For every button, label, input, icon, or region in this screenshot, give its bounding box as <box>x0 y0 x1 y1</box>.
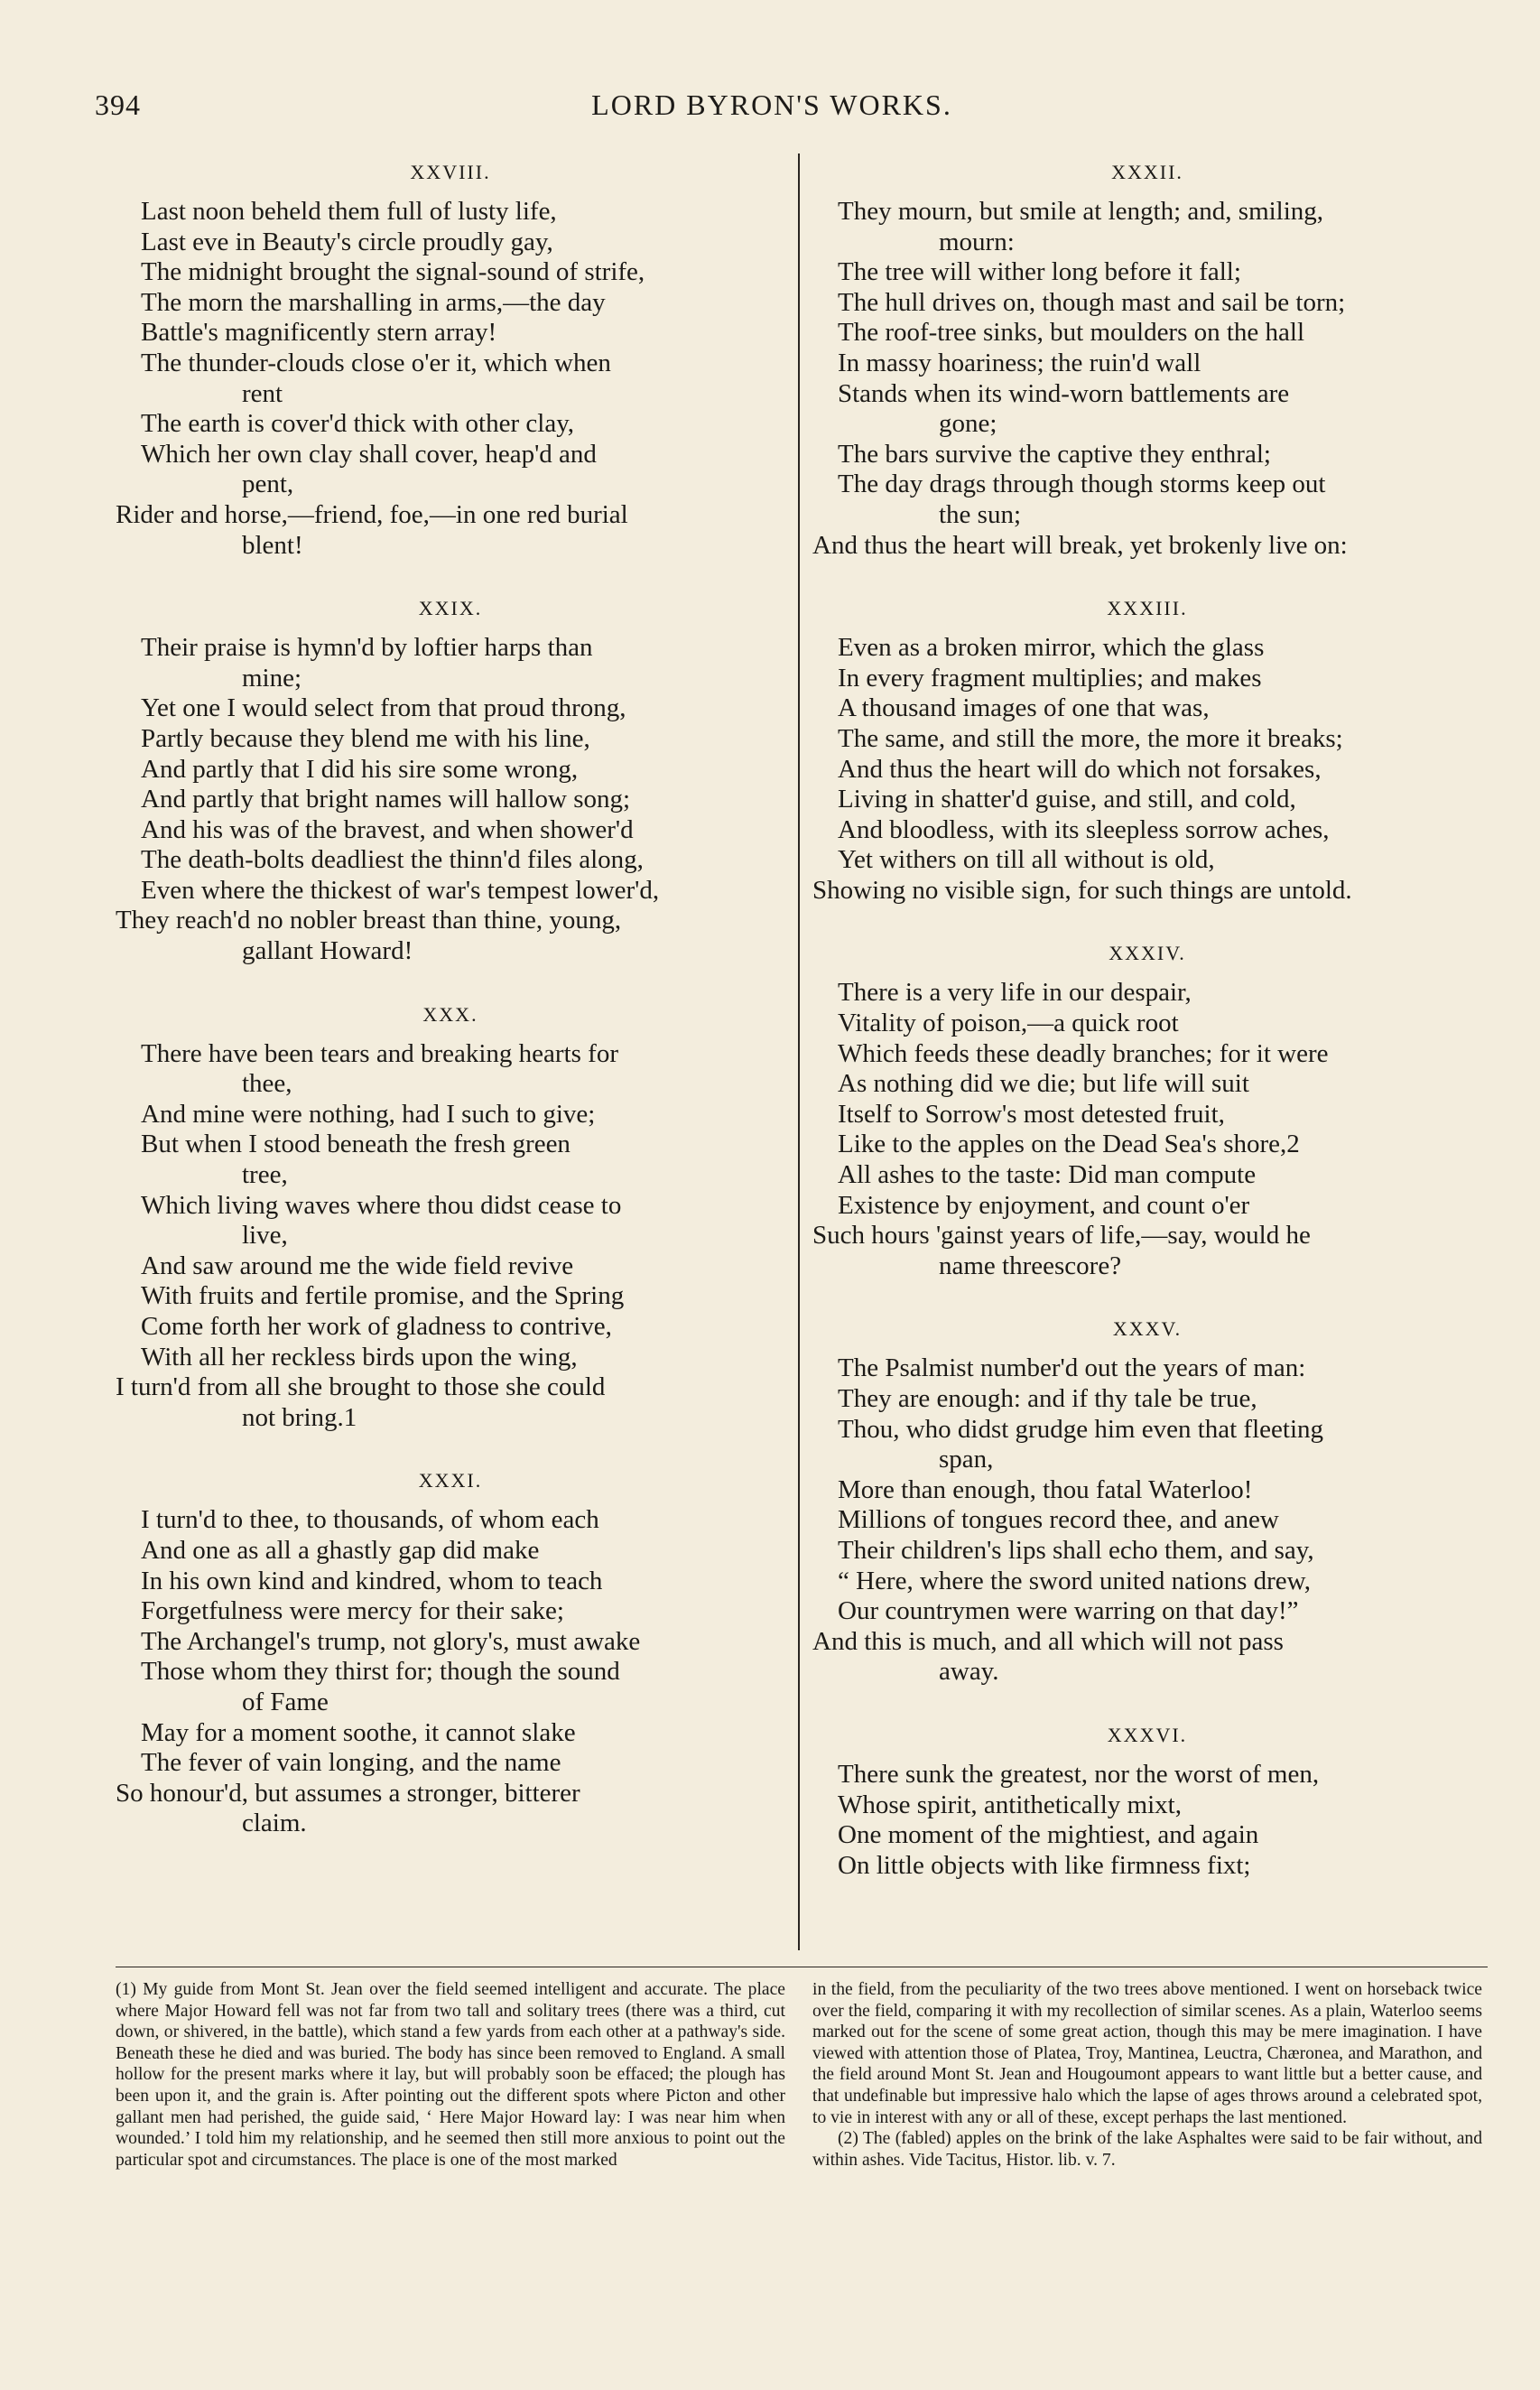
stanza-xxix <box>116 597 785 967</box>
verse-line: May for a moment soothe, it cannot slake <box>141 1717 576 1747</box>
verse-line: not bring.1 <box>242 1402 357 1432</box>
footnotes-right <box>812 1979 1482 2171</box>
verse-line: Forgetfulness were mercy for their sake; <box>141 1596 564 1626</box>
verse-line: The earth is cover'd thick with other clay, <box>141 409 575 439</box>
verse-line: A thousand images of one that was, <box>838 693 1210 723</box>
verse-line: And saw around me the wide field revive <box>141 1251 574 1280</box>
verse-line: Last eve in Beauty's circle proudly gay, <box>141 227 553 256</box>
verse-line: The bars survive the captive they enthral; <box>838 439 1271 469</box>
verse-line: gone; <box>939 409 997 439</box>
stanza-number: XXXI. <box>418 1469 483 1493</box>
verse-line: Millions of tongues record thee, and anew <box>838 1505 1279 1535</box>
verse-line: Even as a broken mirror, which the glass <box>838 633 1265 663</box>
verse-line: the sun; <box>939 499 1022 529</box>
verse-line: Their children's lips shall echo them, and say, <box>838 1535 1314 1565</box>
footnote-1: (1) My guide from Mont St. Jean over the field seemed intelligent and accurate. The place where Major Howard fell was not far from two tall and solitary trees (there was a third, cut down, or shivered, in the battle), which stand a few yards from each other at a pathway's side. Beneath these he died and was buried. The body has since been removed to England. A small hollow for the present marks where it lay, but will probably soon be effaced; the plough has been upon it, and the grain is. After pointing out the different spots where Picton and other gallant men had perished, the guide said, ‘ Here Major Howard lay: I was near him when wounded.’ I told him my relationship, and he seemed then still more anxious to point out the particular spot and circumstances. The place is one of the most marked <box>116 1980 785 2170</box>
verse-line: thee, <box>242 1069 292 1099</box>
verse-line: The Psalmist number'd out the years of man: <box>838 1353 1306 1383</box>
verse-line: And his was of the bravest, and when shower'd <box>141 814 634 844</box>
stanza-xxxiv <box>812 942 1482 1281</box>
verse-line: And thus the heart will break, yet brokenly live on: <box>812 530 1348 560</box>
verse-line: As nothing did we die; but life will suit <box>838 1069 1249 1099</box>
verse-line: Even where the thickest of war's tempest lower'd, <box>141 875 660 905</box>
verse-line: mourn: <box>939 227 1015 256</box>
stanza-xxviii <box>116 161 785 561</box>
verse-line: Vitality of poison,—a quick root <box>838 1009 1179 1038</box>
verse-line: So honour'd, but assumes a stronger, bitterer <box>116 1778 580 1808</box>
verse-line: In his own kind and kindred, whom to teach <box>141 1566 603 1595</box>
verse-line: tree, <box>242 1160 288 1190</box>
verse-line: Partly because they blend me with his line, <box>141 723 590 753</box>
verse-line: name threescore? <box>939 1251 1122 1280</box>
stanza-xxxii <box>812 161 1482 561</box>
verse-line: Which feeds these deadly branches; for it were <box>838 1038 1329 1068</box>
stanza-xxx <box>116 1003 785 1434</box>
verse-line: Itself to Sorrow's most detested fruit, <box>838 1099 1225 1129</box>
footnotes-left <box>116 1979 785 2171</box>
verse-line: And one as all a ghastly gap did make <box>141 1535 540 1565</box>
verse-line: Thou, who didst grudge him even that fleeting <box>838 1414 1324 1444</box>
verse-line: span, <box>939 1445 994 1474</box>
verse-line: of Fame <box>242 1687 329 1716</box>
stanza-number: XXX. <box>422 1002 478 1026</box>
verse-line: With fruits and fertile promise, and the Spring <box>141 1281 625 1311</box>
verse-line: Those whom they thirst for; though the sound <box>141 1657 620 1687</box>
verse-line: live, <box>242 1221 288 1251</box>
verse-line: They are enough: and if thy tale be true, <box>838 1384 1257 1413</box>
stanza-xxxv <box>812 1317 1482 1688</box>
verse-line: The Archangel's trump, not glory's, must awake <box>141 1626 641 1656</box>
verse-line: They reach'd no nobler breast than thine, young, <box>116 906 622 935</box>
verse-line: Whose spirit, antithetically mixt, <box>838 1790 1182 1819</box>
verse-line: gallant Howard! <box>242 936 413 966</box>
stanza-xxxi <box>116 1469 785 1839</box>
footnote-1-continued: in the field, from the peculiarity of the two trees above mentioned. I went on horseback twice over the field, comparing it with my recollection of similar scenes. As a plain, Waterloo seems marked out for the scene of some great action, though this may be mere imagination. I have viewed with attention those of Platea, Troy, Mantinea, Leuctra, Chæronea, and Marathon, and the field around Mont St. Jean and Hougoumont appears to want little but a better cause, and that undefinable but impressive halo which the lapse of ages throws around a celebrated spot, to vie in interest with any or all of these, except perhaps the last mentioned. <box>812 1980 1482 2127</box>
verse-line: One moment of the mightiest, and again <box>838 1820 1259 1850</box>
verse-line: They mourn, but smile at length; and, smiling, <box>838 197 1324 226</box>
verse-line: rent <box>242 378 283 408</box>
verse-line: And partly that I did his sire some wrong, <box>141 754 579 784</box>
verse-line: The morn the marshalling in arms,—the day <box>141 287 606 317</box>
verse-line: I turn'd to thee, to thousands, of whom each <box>141 1505 599 1535</box>
verse-line: And mine were nothing, had I such to give; <box>141 1099 596 1129</box>
verse-line: And bloodless, with its sleepless sorrow aches, <box>838 814 1330 844</box>
verse-line: Like to the apples on the Dead Sea's shore,2 <box>838 1130 1300 1159</box>
verse-line: Existence by enjoyment, and count o'er <box>838 1190 1250 1220</box>
verse-line: With all her reckless birds upon the wing, <box>141 1342 578 1372</box>
footnote-2: (2) The (fabled) apples on the brink of the lake Asphaltes were said to be fair without, and within ashes. Vide Tacitus, Histor. lib. v. 7. <box>812 2129 1482 2170</box>
column-divider <box>798 153 800 1950</box>
verse-line: Which living waves where thou didst cease to <box>141 1190 622 1220</box>
verse-line: The same, and still the more, the more it breaks; <box>838 723 1343 753</box>
verse-line: Yet withers on till all without is old, <box>838 845 1215 875</box>
verse-line: away. <box>939 1657 999 1687</box>
verse-line: claim. <box>242 1809 307 1838</box>
verse-line: The hull drives on, though mast and sail be torn; <box>838 287 1346 317</box>
verse-line: Their praise is hymn'd by loftier harps than <box>141 633 593 663</box>
stanza-number: XXXIII. <box>1107 597 1188 620</box>
verse-line: There sunk the greatest, nor the worst of men, <box>838 1759 1320 1789</box>
stanza-number: XXXII. <box>1111 161 1183 183</box>
verse-line: More than enough, thou fatal Waterloo! <box>838 1474 1253 1504</box>
verse-line: The roof-tree sinks, but moulders on the hall <box>838 318 1305 348</box>
verse-line: The death-bolts deadliest the thinn'd files along, <box>141 845 644 875</box>
stanza-number: XXXVI. <box>1107 1723 1188 1746</box>
verse-line: The tree will wither long before it fall; <box>838 257 1241 287</box>
verse-line: Battle's magnificently stern array! <box>141 318 497 348</box>
verse-line: pent, <box>242 470 294 499</box>
stanza-xxxvi <box>812 1724 1482 1881</box>
verse-line: I turn'd from all she brought to those she could <box>116 1372 606 1402</box>
verse-line: Our countrymen were warring on that day!” <box>838 1596 1299 1626</box>
verse-line: Come forth her work of gladness to contrive, <box>141 1312 612 1341</box>
verse-line: The thunder-clouds close o'er it, which when <box>141 348 611 377</box>
stanza-xxxiii <box>812 597 1482 906</box>
verse-line: On little objects with like firmness fixt; <box>838 1850 1251 1880</box>
verse-line: Rider and horse,—friend, foe,—in one red burial <box>116 499 628 529</box>
right-column <box>812 161 1482 1917</box>
stanza-number: XXXV. <box>1112 1317 1183 1341</box>
stanza-number: XXIX. <box>418 597 483 620</box>
stanza-number: XXVIII. <box>410 161 491 183</box>
verse-line: And thus the heart will do which not forsakes, <box>838 754 1322 784</box>
verse-line: All ashes to the taste: Did man compute <box>838 1160 1257 1190</box>
page-number: 394 <box>95 88 141 121</box>
verse-line: And partly that bright names will hallow song; <box>141 785 631 814</box>
verse-line: The midnight brought the signal-sound of strife, <box>141 257 645 287</box>
verse-line: Such hours 'gainst years of life,—say, would he <box>812 1221 1311 1251</box>
verse-line: blent! <box>242 530 303 560</box>
verse-line: Showing no visible sign, for such things are untold. <box>812 875 1352 905</box>
page-header <box>95 88 1449 134</box>
verse-line: Which her own clay shall cover, heap'd and <box>141 439 597 469</box>
left-column <box>116 161 785 1875</box>
verse-line: And this is much, and all which will not pass <box>812 1626 1284 1656</box>
verse-line: “ Here, where the sword united nations drew, <box>838 1566 1311 1595</box>
verse-line: mine; <box>242 663 302 693</box>
stanza-number: XXXIV. <box>1109 942 1186 965</box>
verse-line: In every fragment multiplies; and makes <box>838 663 1262 693</box>
verse-line: Stands when its wind-worn battlements are <box>838 378 1290 408</box>
verse-line: Living in shatter'd guise, and still, and cold, <box>838 785 1296 814</box>
verse-line: Last noon beheld them full of lusty life, <box>141 197 557 226</box>
running-title: LORD BYRON'S WORKS. <box>591 88 952 121</box>
verse-line: There have been tears and breaking hearts for <box>141 1038 618 1068</box>
verse-line: Yet one I would select from that proud throng, <box>141 693 626 723</box>
verse-line: In massy hoariness; the ruin'd wall <box>838 348 1201 377</box>
verse-line: The fever of vain longing, and the name <box>141 1748 561 1778</box>
verse-line: There is a very life in our despair, <box>838 978 1192 1008</box>
verse-line: The day drags through though storms keep out <box>838 470 1326 499</box>
verse-line: But when I stood beneath the fresh green <box>141 1130 571 1159</box>
